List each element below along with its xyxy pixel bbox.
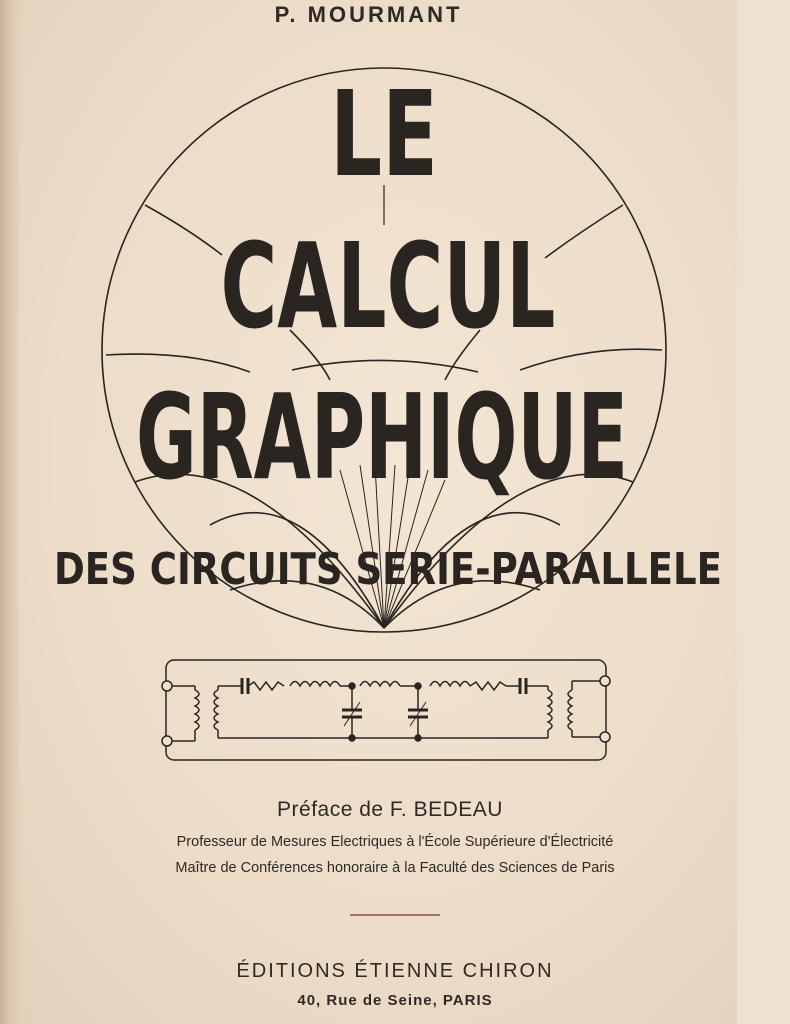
credit-line-1: Professeur de Mesures Electriques à l'École Supérieure d'Électricité bbox=[176, 834, 614, 850]
preface-line: Préface de F. BEDEAU bbox=[277, 798, 503, 821]
terminal-bottom-left bbox=[162, 736, 172, 746]
left-primary-coil bbox=[195, 690, 199, 730]
right-primary-coil bbox=[548, 690, 552, 730]
title-line-calcul: CALCUL bbox=[220, 217, 556, 355]
publisher-name: ÉDITIONS ÉTIENNE CHIRON bbox=[236, 960, 554, 982]
title-line-graphique: GRAPHIQUE bbox=[136, 368, 628, 506]
decorative-rule bbox=[350, 914, 440, 916]
title-line-le: LE bbox=[330, 65, 438, 203]
circuit-frame bbox=[166, 660, 606, 760]
terminal-top-left bbox=[162, 681, 172, 691]
subtitle: DES CIRCUITS SERIE-PARALLELE bbox=[54, 544, 722, 595]
arc-upper-right bbox=[545, 205, 623, 258]
series-inductor-2 bbox=[360, 682, 400, 687]
series-resistor-right bbox=[470, 682, 506, 690]
author-name: P. MOURMANT bbox=[274, 2, 463, 27]
credit-line-2: Maître de Conférences honoraire à la Faculté des Sciences de Paris bbox=[175, 860, 615, 876]
terminal-top-right bbox=[600, 676, 610, 686]
right-secondary-coil bbox=[568, 690, 572, 730]
series-inductor-3 bbox=[430, 682, 470, 687]
left-secondary-coil bbox=[214, 690, 218, 730]
circuit-schematic bbox=[162, 660, 610, 760]
series-inductor-1 bbox=[290, 682, 340, 687]
terminal-bottom-right bbox=[600, 732, 610, 742]
publisher-address: 40, Rue de Seine, PARIS bbox=[297, 992, 493, 1009]
series-resistor-left bbox=[248, 682, 284, 690]
arc-upper-left bbox=[145, 205, 222, 255]
